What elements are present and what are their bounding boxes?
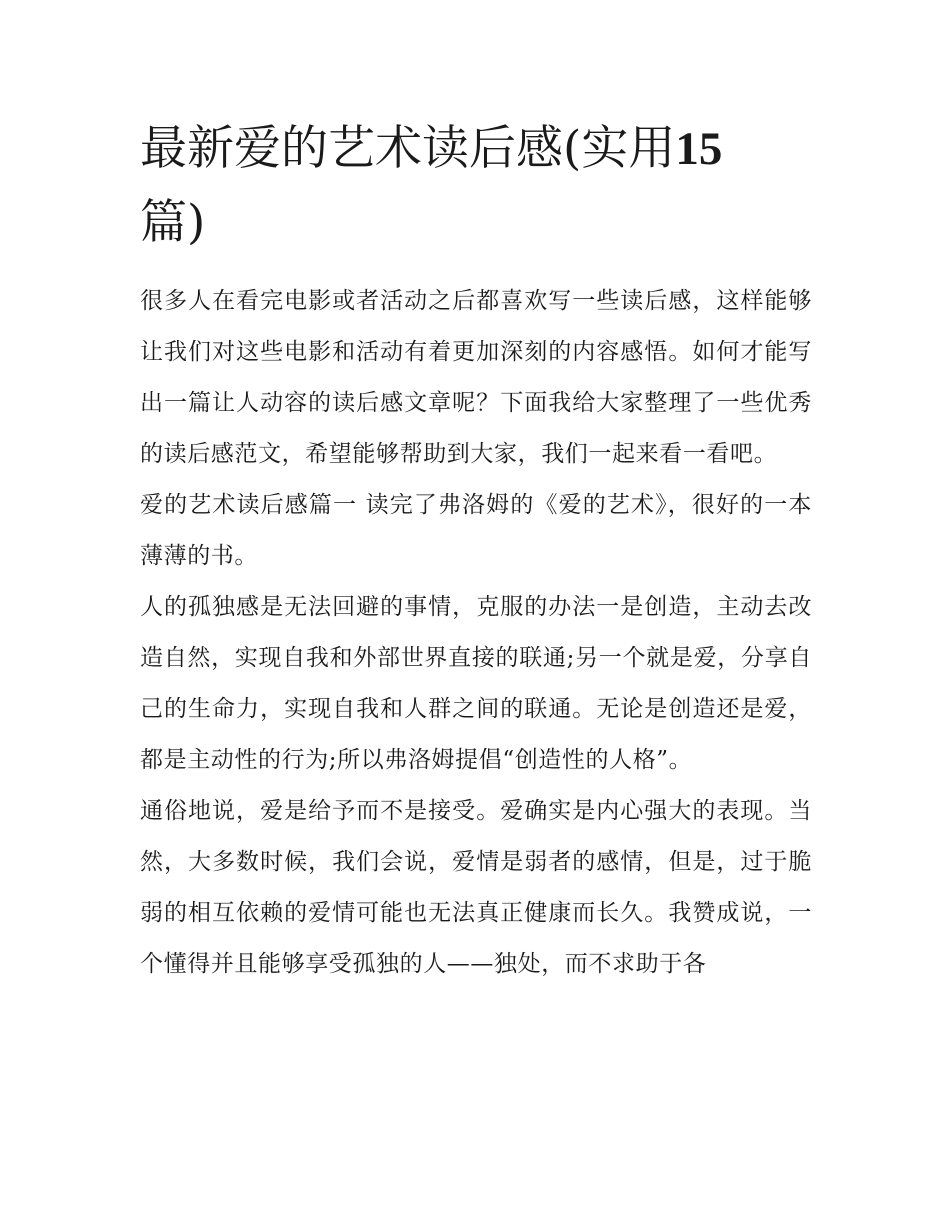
- title-suffix: 篇): [140, 195, 206, 250]
- document-title: [140, 112, 820, 260]
- title-number: 15: [675, 123, 723, 175]
- document-body: [140, 276, 812, 990]
- title-text: 最新爱的艺术读后感(实用: [140, 121, 676, 176]
- loneliness-paragraph: 人的孤独感是无法回避的事情，克服的办法一是创造，主动去改造自然，实现自我和外部世界直接的联通;另一个就是爱，分享自己的生命力，实现自我和人群之间的联通。无论是创造还是爱，都是主动性的行为;所以弗洛姆提倡“创造性的人格”。: [140, 594, 812, 773]
- intro-paragraph: 很多人在看完电影或者活动之后都喜欢写一些读后感，这样能够让我们对这些电影和活动有着更加深刻的内容感悟。如何才能写出一篇让人动容的读后感文章呢？下面我给大家整理了一些优秀的读后感范文，希望能够帮助到大家，我们一起来看一看吧。: [140, 288, 812, 467]
- love-giving-paragraph: 通俗地说，爱是给予而不是接受。爱确实是内心强大的表现。当然，大多数时候，我们会说，爱情是弱者的感情，但是，过于脆弱的相互依赖的爱情可能也无法真正健康而长久。我赞成说，一个懂得并且能够享受孤独的人——独处，而不求助于各: [140, 798, 812, 977]
- section-one-heading-paragraph: 爱的艺术读后感篇一 读完了弗洛姆的《爱的艺术》，很好的一本薄薄的书。: [140, 492, 812, 569]
